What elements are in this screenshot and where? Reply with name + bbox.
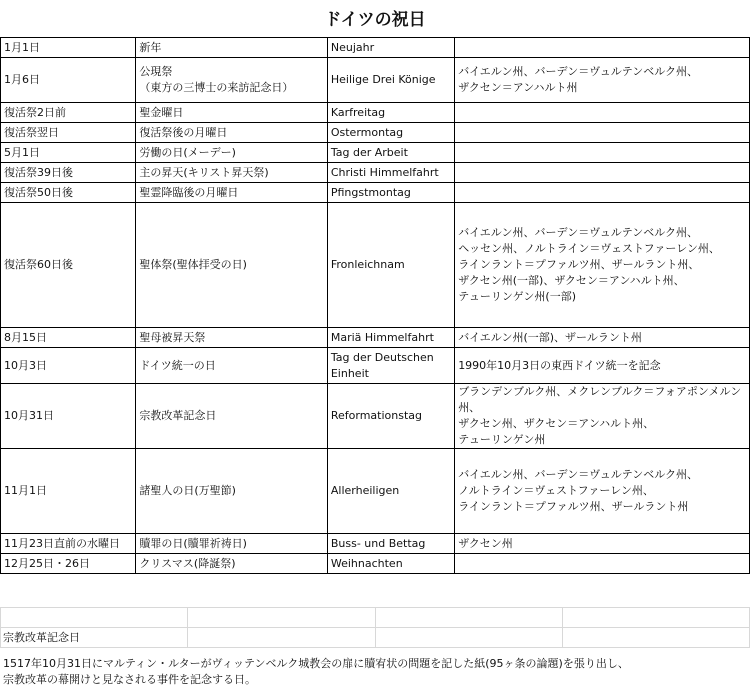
holiday-region: ザクセン州 [458, 536, 513, 550]
holiday-name-cell [136, 203, 328, 328]
holiday-name: 宗教改革記念日 [139, 409, 217, 422]
holiday-name: 諸聖人の日(万聖節) [139, 484, 236, 497]
holiday-german-name-cell [327, 143, 454, 163]
holiday-german-name: Buss- und Bettag [330, 536, 426, 550]
holiday-name: 新年 [139, 40, 162, 54]
holiday-name: 復活祭後の月曜日 [139, 125, 228, 139]
holiday-date: 1月6日 [4, 73, 40, 86]
holiday-german-name: Reformationstag [330, 409, 423, 422]
holiday-date: 復活祭39日後 [4, 165, 73, 179]
holiday-region: バイエルン州、バーデン＝ヴュルテンベルク州、 ザクセン＝アンハルト州 [458, 65, 699, 94]
holiday-date: 10月3日 [4, 358, 47, 372]
holiday-german-name: Weihnachten [330, 556, 403, 570]
holiday-name: 主の昇天(キリスト昇天祭) [139, 165, 269, 179]
holiday-date-cell [1, 183, 136, 203]
holiday-name: クリスマス(降誕祭) [139, 556, 236, 570]
table-row [1, 203, 750, 328]
holiday-name-cell [136, 143, 328, 163]
holiday-german-name: Pfingstmontag [330, 185, 411, 199]
holiday-german-name-cell [327, 449, 454, 534]
holiday-date: 復活祭60日後 [4, 258, 73, 271]
holiday-name-cell [136, 534, 328, 554]
holiday-name: 公現祭 （東方の三博士の来訪記念日） [139, 65, 294, 94]
holiday-region-cell [455, 143, 750, 163]
empty-grid [0, 607, 750, 648]
holiday-date-cell [1, 384, 136, 449]
holiday-region-cell [455, 103, 750, 123]
holiday-german-name-cell [327, 348, 454, 384]
holiday-region: バイエルン州(一部)、ザールラント州 [458, 330, 642, 344]
holiday-name-cell [136, 58, 328, 103]
holiday-name: 聖金曜日 [139, 105, 184, 119]
table-row [1, 58, 750, 103]
holiday-german-name-cell [327, 534, 454, 554]
holiday-name-cell [136, 103, 328, 123]
holiday-german-name: Fronleichnam [330, 258, 405, 271]
holiday-name: 聖母被昇天祭 [139, 330, 206, 344]
holiday-region-cell [455, 183, 750, 203]
holiday-german-name: Karfreitag [330, 105, 386, 119]
holiday-region: ブランデンブルク州、メクレンブルク＝フォアポンメルン州、 ザクセン州、ザクセン＝アンハルト州、 テューリンゲン州 [458, 385, 742, 446]
holiday-date: 1月1日 [4, 40, 40, 54]
holiday-german-name-cell [327, 123, 454, 143]
holiday-date: 11月23日直前の水曜日 [4, 536, 120, 550]
table-row [1, 384, 750, 449]
holiday-region-cell [455, 534, 750, 554]
holiday-german-name: Tag der Deutschen Einheit [330, 350, 434, 380]
holiday-region: 1990年10月3日の東西ドイツ統一を記念 [458, 358, 661, 372]
table-row [1, 123, 750, 143]
table-row [1, 163, 750, 183]
holiday-name: 聖霊降臨後の月曜日 [139, 185, 239, 199]
holiday-date: 8月15日 [4, 330, 47, 344]
holiday-german-name-cell [327, 384, 454, 449]
note-title: 宗教改革記念日 [3, 631, 80, 644]
holiday-name-cell [136, 123, 328, 143]
table-row [1, 328, 750, 348]
holiday-region-cell [455, 449, 750, 534]
holiday-region-cell [455, 163, 750, 183]
holiday-german-name-cell [327, 183, 454, 203]
table-row [1, 183, 750, 203]
table-row [1, 38, 750, 58]
holiday-german-name: Ostermontag [330, 125, 404, 139]
holiday-date-cell [1, 38, 136, 58]
holiday-german-name-cell [327, 554, 454, 574]
holiday-name-cell [136, 348, 328, 384]
holiday-region-cell [455, 554, 750, 574]
holiday-date: 5月1日 [4, 145, 40, 159]
holiday-region-cell [455, 123, 750, 143]
holiday-name-cell [136, 449, 328, 534]
holiday-german-name: Mariä Himmelfahrt [330, 330, 434, 344]
holiday-german-name: Heilige Drei Könige [330, 73, 436, 86]
holiday-region: バイエルン州、バーデン＝ヴュルテンベルク州、 ヘッセン州、ノルトライン＝ヴェストファーレン州、 ラインラント＝プファルツ州、ザールラント州、 ザクセン州(一部)、ザクセン＝アンハルト州、 テューリンゲン州(一部) [458, 226, 720, 303]
holiday-date-cell [1, 123, 136, 143]
table-row [1, 143, 750, 163]
holiday-region-cell [455, 348, 750, 384]
page-title: ドイツの祝日 [324, 10, 426, 30]
holiday-date: 11月1日 [4, 484, 47, 497]
holiday-date-cell [1, 103, 136, 123]
table-row [1, 348, 750, 384]
holiday-german-name: Tag der Arbeit [330, 145, 408, 159]
table-row [1, 103, 750, 123]
holiday-date-cell [1, 58, 136, 103]
holiday-name: 聖体祭(聖体拝受の日) [139, 258, 247, 271]
table-row [1, 534, 750, 554]
holiday-name-cell [136, 384, 328, 449]
holiday-german-name-cell [327, 103, 454, 123]
holiday-region-cell [455, 384, 750, 449]
holiday-date-cell [1, 554, 136, 574]
holiday-region-cell [455, 203, 750, 328]
table-row [1, 449, 750, 534]
holiday-german-name-cell [327, 38, 454, 58]
holiday-german-name: Neujahr [330, 40, 375, 54]
holiday-german-name-cell [327, 163, 454, 183]
holiday-german-name: Christi Himmelfahrt [330, 165, 439, 179]
holiday-region-cell [455, 38, 750, 58]
holiday-name-cell [136, 183, 328, 203]
holiday-name-cell [136, 163, 328, 183]
holiday-name: 労働の日(メーデー) [139, 145, 236, 159]
holiday-name-cell [136, 554, 328, 574]
holiday-region-cell [455, 58, 750, 103]
holiday-name: 贖罪の日(贖罪祈祷日) [139, 536, 247, 550]
holiday-date: 復活祭50日後 [4, 185, 73, 199]
holiday-date: 復活祭翌日 [4, 125, 59, 139]
holiday-date-cell [1, 348, 136, 384]
holiday-german-name: Allerheiligen [330, 484, 400, 497]
holiday-region: バイエルン州、バーデン＝ヴュルテンベルク州、 ノルトライン＝ヴェストファーレン州、 ラインラント＝プファルツ州、ザールラント州 [458, 468, 699, 513]
holiday-date-cell [1, 534, 136, 554]
holiday-german-name-cell [327, 203, 454, 328]
holiday-german-name-cell [327, 58, 454, 103]
holiday-date-cell [1, 203, 136, 328]
holiday-date: 12月25日・26日 [4, 556, 90, 570]
holiday-date-cell [1, 449, 136, 534]
holiday-name-cell [136, 328, 328, 348]
holiday-date: 10月31日 [4, 409, 54, 422]
holiday-table [0, 37, 750, 574]
holiday-date-cell [1, 328, 136, 348]
holiday-name: ドイツ統一の日 [139, 358, 216, 372]
holiday-date-cell [1, 163, 136, 183]
holiday-german-name-cell [327, 328, 454, 348]
holiday-date-cell [1, 143, 136, 163]
holiday-region-cell [455, 328, 750, 348]
note-text: 1517年10月31日にマルティン・ルターがヴィッテンベルク城教会の扉に贖宥状の問題を記した紙(95ヶ条の論題)を張り出し、 宗教改革の幕開けと見なされる事件を記念する日。 [3, 657, 629, 686]
holiday-name-cell [136, 38, 328, 58]
table-row [1, 554, 750, 574]
holiday-date: 復活祭2日前 [4, 105, 66, 119]
